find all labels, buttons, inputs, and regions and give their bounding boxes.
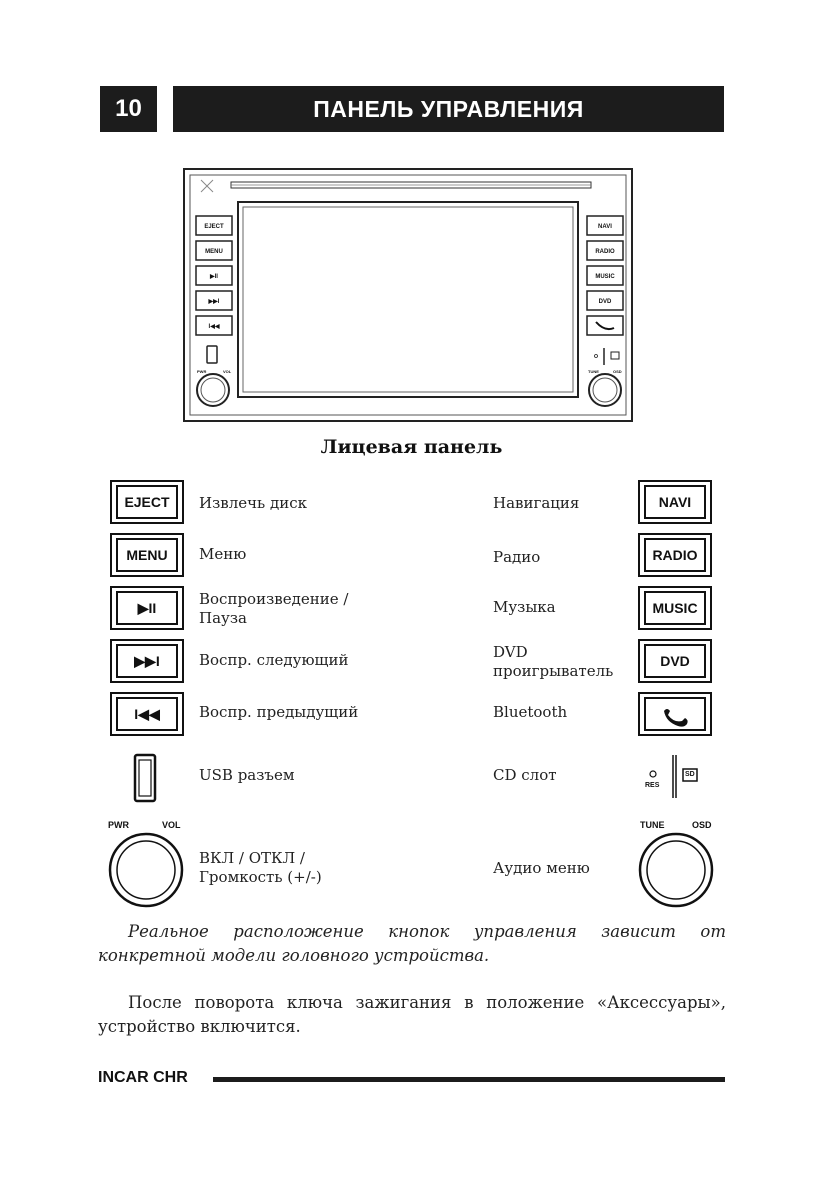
menu-button-icon: MENU (110, 533, 184, 577)
phone-icon (638, 692, 712, 736)
music-label: Музыка (493, 598, 556, 616)
unit-menu-label: MENU (205, 249, 223, 255)
usb-label: USB разъем (199, 766, 295, 784)
footer-brand: INCAR CHR (98, 1069, 188, 1086)
tune-osd-knob-icon: TUNE OSD (632, 820, 718, 910)
pwr-vol-label: ВКЛ / ОТКЛ / Громкость (+/-) (199, 849, 322, 886)
prev-button-icon: I◀◀ (110, 692, 184, 736)
eject-label: Извлечь диск (199, 494, 307, 512)
next-button-icon: ▶▶I (110, 639, 184, 683)
svg-text:VOL: VOL (223, 369, 232, 374)
unit-dvd-label: DVD (598, 299, 612, 305)
prev-label: Воспр. предыдущий (199, 703, 359, 721)
footer-divider (213, 1077, 725, 1082)
page-number: 10 (100, 86, 157, 132)
next-label: Воспр. следующий (199, 651, 349, 669)
unit-navi-label: NAVI (598, 224, 612, 230)
note-paragraph: Реальное расположение кнопок управления зависит от конкретной модели головного устройства. (98, 922, 726, 965)
cd-slot-label: CD слот (493, 766, 557, 784)
audio-menu-label: Аудио меню (493, 859, 590, 877)
head-unit-illustration (183, 168, 633, 422)
startup-paragraph: После поворота ключа зажигания в положение «Аксессуары», устройство включится. (98, 993, 726, 1036)
cd-slot-icon: RES SD (645, 752, 705, 802)
radio-button-icon: RADIO (638, 533, 712, 577)
unit-next-label: ▶▶I (208, 299, 220, 305)
music-button-icon: MUSIC (638, 586, 712, 630)
unit-eject-label: EJECT (204, 224, 224, 230)
svg-text:PWR: PWR (197, 369, 207, 374)
unit-prev-label: I◀◀ (208, 324, 220, 330)
svg-text:OSD: OSD (613, 369, 622, 374)
play-pause-button-icon: ▶II (110, 586, 184, 630)
menu-label: Меню (199, 545, 247, 563)
unit-music-label: MUSIC (595, 274, 615, 280)
pwr-vol-knob-icon: PWR VOL (104, 820, 190, 910)
dvd-label: DVD проигрыватель (493, 643, 614, 680)
play-pause-label: Воспроизведение / Пауза (199, 590, 349, 627)
navi-button-icon: NAVI (638, 480, 712, 524)
dvd-button-icon: DVD (638, 639, 712, 683)
svg-text:TUNE: TUNE (588, 369, 599, 374)
page-title: ПАНЕЛЬ УПРАВЛЕНИЯ (173, 86, 724, 132)
bluetooth-label: Bluetooth (493, 703, 568, 721)
radio-label: Радио (493, 548, 541, 566)
figure-caption: Лицевая панель (320, 436, 503, 458)
unit-play-label: ▶II (210, 274, 218, 280)
eject-button-icon: EJECT (110, 480, 184, 524)
unit-radio-label: RADIO (595, 249, 615, 255)
navi-label: Навигация (493, 494, 580, 512)
usb-slot-icon (130, 752, 160, 804)
